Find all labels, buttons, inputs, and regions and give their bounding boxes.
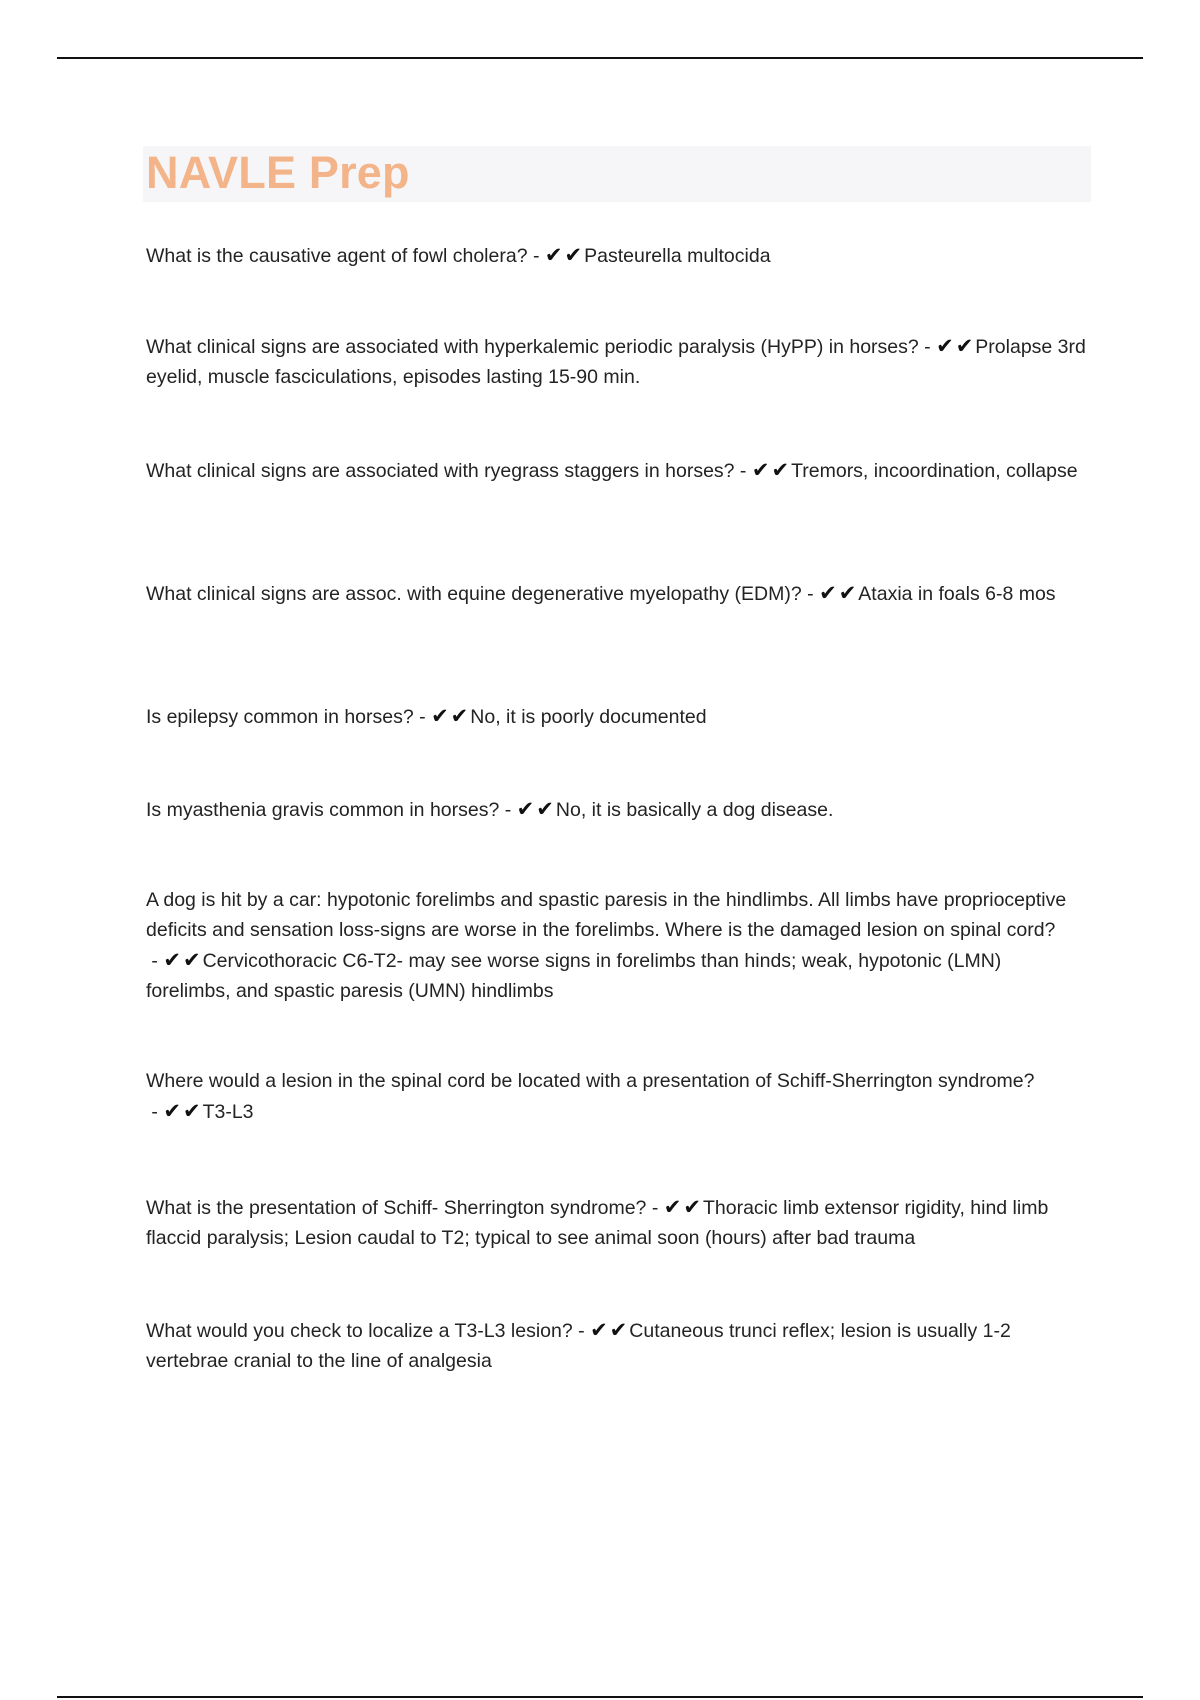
qa-item-9 [146,1192,1091,1253]
question-text: Is epilepsy common in horses? [146,706,414,728]
qa-item-7 [146,885,1091,1006]
question-text: A dog is hit by a car: hypotonic forelimbs and spastic paresis in the hindlimbs. All limbs have proprioceptive deficits and sensation loss-signs are worse in the forelimbs. Where is the damaged lesion on spinal cord? [146,889,1067,941]
check-icon: ✔ [609,1318,628,1342]
check-icon: ✔ [163,948,181,972]
answer-text: Tremors, incoordination, collapse [791,460,1078,482]
check-icon: ✔ [544,243,563,267]
check-icon: ✔ [683,1195,701,1219]
check-icon: ✔ [663,1195,682,1219]
check-icon: ✔ [819,581,837,605]
qa-item-10 [146,1315,1091,1376]
page-title: NAVLE Prep [146,147,410,198]
answer-text: Ataxia in foals 6-8 mos [858,583,1056,605]
qa-item-5 [146,701,1091,732]
check-icon: ✔ [516,797,535,821]
answer-text: T3-L3 [202,1101,254,1123]
separator: - [572,1320,591,1342]
question-text: What is the causative agent of fowl cholera? [146,245,528,267]
answer-text: No, it is basically a dog disease. [555,799,834,821]
check-icon: ✔ [838,581,857,605]
check-icon: ✔ [182,1099,201,1123]
check-icon: ✔ [182,948,201,972]
separator: - [146,950,164,972]
answer-text: Cutaneous trunci reflex; lesion is usually 1-2 vertebrae cranial to the line of analgesia [146,1320,1011,1372]
separator: - [527,245,545,267]
separator: - [646,1197,664,1219]
answer-text: No, it is poorly documented [470,706,707,728]
top-rule [57,57,1143,59]
qa-item-1 [146,240,1091,271]
check-icon: ✔ [751,458,770,482]
separator: - [801,583,820,605]
qa-item-6 [146,794,1091,825]
question-text: What clinical signs are assoc. with equine degenerative myelopathy (EDM)? [146,583,802,605]
answer-text: Prolapse 3rd eyelid, muscle fasciculations, episodes lasting 15-90 min. [146,336,1086,388]
check-icon: ✔ [450,704,469,728]
check-icon: ✔ [936,334,954,358]
separator: - [734,460,752,482]
qa-item-2 [146,331,1091,392]
separator: - [918,336,937,358]
separator: - [413,706,432,728]
check-icon: ✔ [163,1099,181,1123]
bottom-rule [57,1696,1143,1698]
question-text: What clinical signs are associated with hyperkalemic periodic paralysis (HyPP) in horses? [146,336,919,358]
answer-text: Pasteurella multocida [584,245,771,267]
separator: - [146,1101,164,1123]
separator: - [499,799,517,821]
question-text: What is the presentation of Schiff- Sherrington syndrome? [146,1197,647,1219]
qa-item-3 [146,455,1091,486]
qa-item-4 [146,578,1091,609]
check-icon: ✔ [771,458,790,482]
check-icon: ✔ [955,334,974,358]
question-text: Is myasthenia gravis common in horses? [146,799,500,821]
question-text: What would you check to localize a T3-L3 lesion? [146,1320,573,1342]
question-text: What clinical signs are associated with ryegrass staggers in horses? [146,460,735,482]
answer-text: Thoracic limb extensor rigidity, hind limb flaccid paralysis; Lesion caudal to T2; typical to see animal soon (hours) after bad trauma [146,1197,1049,1249]
qa-item-8 [146,1066,1091,1127]
question-text: Where would a lesion in the spinal cord be located with a presentation of Schiff-Sherrington syndrome? [146,1070,1035,1092]
check-icon: ✔ [590,1318,608,1342]
answer-text: Cervicothoracic C6-T2- may see worse signs in forelimbs than hinds; weak, hypotonic (LMN) forelimbs, and spastic paresis (UMN) hindlimbs [146,950,1002,1002]
check-icon: ✔ [564,243,583,267]
check-icon: ✔ [431,704,449,728]
check-icon: ✔ [536,797,554,821]
